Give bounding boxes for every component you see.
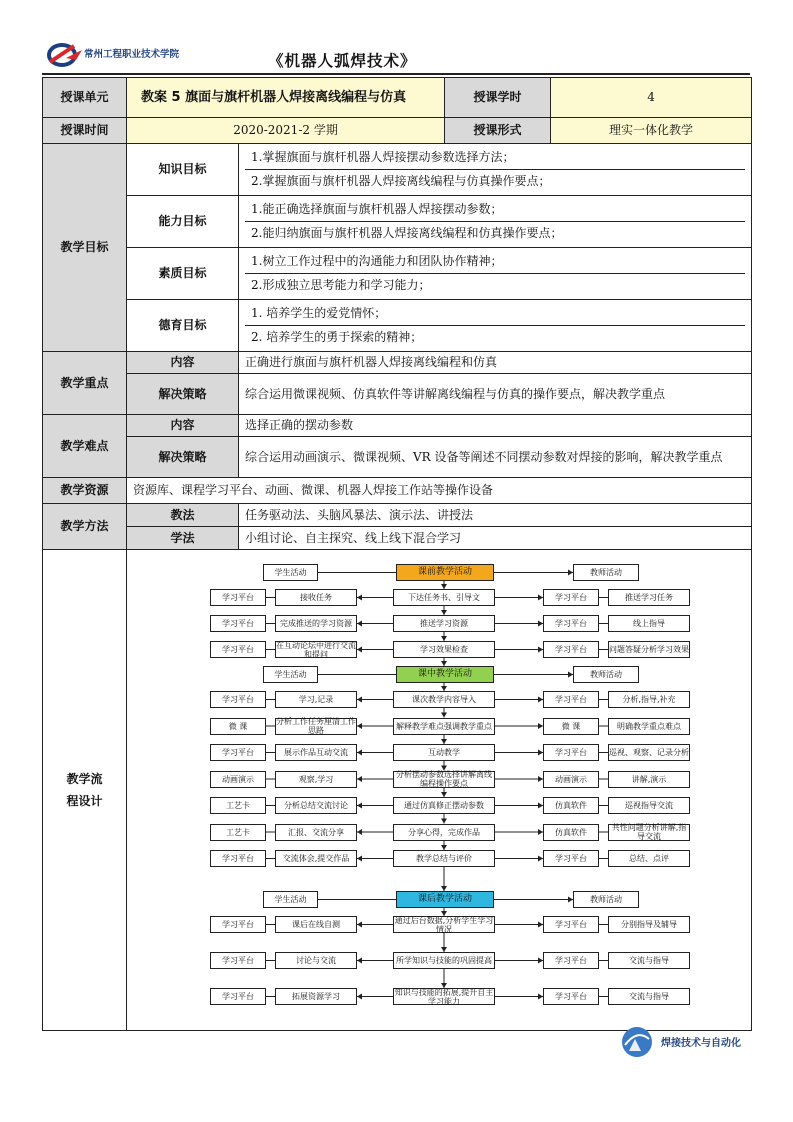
teaching-step: 教学总结与评价 (393, 850, 495, 867)
student-activity: 在互动论坛中进行交流和提问 (276, 640, 356, 659)
row-unit (43, 78, 752, 118)
arrow-head-icon (357, 750, 362, 756)
key-content-row (43, 352, 752, 374)
school-name: 常州工程职业技术学院 (84, 49, 180, 60)
arrow-head-icon (357, 856, 362, 862)
student-activity: 展示作品互动交流 (275, 744, 357, 761)
teacher-tool: 学习平台 (543, 952, 599, 969)
student-activity: 分析总结交流讨论 (275, 797, 357, 814)
teacher-tool: 学习平台 (543, 691, 599, 708)
goal-line: 2.形成独立思考能力和学习能力； (245, 273, 745, 297)
phase-title-mid: 课中教学活动 (396, 666, 494, 683)
arrow-head-icon (357, 776, 362, 782)
student-tool: 学习平台 (210, 916, 266, 933)
goal-lines (239, 144, 752, 196)
lesson-plan-table (42, 77, 752, 1031)
key-strategy-row (43, 374, 752, 415)
difficult-strategy: 综合运用动画演示、微课视频、VR 设备等阐述不同摆动参数对焊接的影响，解决教学重点 (239, 437, 752, 478)
teacher-tool: 学习平台 (543, 589, 599, 606)
teach-value: 任务驱动法、头脑风暴法、演示法、讲授法 (239, 504, 752, 527)
arrow-head-icon (357, 595, 362, 601)
goals-label: 教学目标 (43, 144, 127, 352)
teacher-tool: 动画演示 (543, 771, 599, 788)
resources-value: 资源库、课程学习平台、动画、微课、机器人焊接工作站等操作设备 (127, 478, 752, 504)
student-activity-header: 学生活动 (263, 564, 318, 581)
teacher-activity: 总结、点评 (608, 850, 690, 867)
student-activity: 课后在线自测 (275, 916, 357, 933)
student-tool: 工艺卡 (210, 824, 266, 841)
unit-label: 授课单元 (43, 78, 127, 118)
student-activity: 交流体会,提交作品 (275, 850, 357, 867)
student-tool: 学习平台 (210, 988, 266, 1005)
teach-label: 教法 (127, 504, 239, 527)
key-content-label: 内容 (127, 352, 239, 374)
teacher-activity: 交流与指导 (608, 988, 690, 1005)
difficult-content: 选择正确的摆动参数 (239, 415, 752, 437)
hours-value: 4 (551, 78, 752, 118)
student-tool: 学习平台 (210, 641, 266, 658)
teaching-step: 所学知识与技能的巩固提高 (393, 952, 495, 969)
teaching-flowchart (133, 552, 752, 1028)
student-activity-header: 学生活动 (263, 891, 318, 908)
teaching-step: 下达任务书、引导文 (393, 589, 495, 606)
header-rule (42, 73, 750, 75)
teacher-activity-header: 教师活动 (573, 564, 639, 581)
teacher-activity-header: 教师活动 (573, 891, 639, 908)
student-activity: 汇报、交流分享 (275, 824, 357, 841)
teacher-activity: 巡视、观察、记录分析 (608, 744, 690, 761)
student-tool: 动画演示 (210, 771, 266, 788)
teacher-activity: 问题答疑分析学习效果 (608, 641, 690, 658)
unit-value: 教案 5 旗面与旗杆机器人焊接离线编程与仿真 (127, 78, 445, 118)
arrow-head-icon (357, 697, 362, 703)
goal-row-knowledge (43, 144, 752, 196)
teaching-step: 通过后台数据,分析学生学习情况 (394, 915, 494, 934)
goal-name: 知识目标 (127, 144, 239, 196)
teacher-tool: 微 课 (543, 718, 599, 735)
method-teach-row (43, 504, 752, 527)
arrow-head-icon (357, 829, 362, 835)
learn-label: 学法 (127, 527, 239, 550)
teaching-step: 解释教学难点强调教学重点 (393, 718, 495, 735)
teacher-activity: 推送学习任务 (608, 589, 690, 606)
teaching-step: 学习效果检查 (393, 641, 495, 658)
student-tool: 学习平台 (210, 744, 266, 761)
goal-line: 2. 培养学生的勇于探索的精神； (245, 325, 745, 349)
student-activity: 完成推送的学习资源 (275, 615, 357, 632)
goal-lines (239, 196, 752, 248)
difficult-strategy-label: 解决策略 (127, 437, 239, 478)
teacher-tool: 学习平台 (543, 744, 599, 761)
key-strategy-label: 解决策略 (127, 374, 239, 415)
arrow-head-icon (357, 647, 362, 653)
time-label: 授课时间 (43, 118, 127, 144)
teaching-step: 分享心得，完成作品 (393, 824, 495, 841)
teaching-step: 互动教学 (393, 744, 495, 761)
student-activity: 接收任务 (275, 589, 357, 606)
student-tool: 学习平台 (210, 850, 266, 867)
hours-label: 授课学时 (445, 78, 551, 118)
teacher-tool: 学习平台 (543, 615, 599, 632)
form-label: 授课形式 (445, 118, 551, 144)
student-tool: 学习平台 (210, 615, 266, 632)
row-time (43, 118, 752, 144)
goal-lines (239, 300, 752, 352)
phase-title-pre: 课前教学活动 (396, 564, 494, 581)
teacher-tool: 学习平台 (543, 916, 599, 933)
teacher-tool: 仿真软件 (543, 824, 599, 841)
goal-line: 1.能正确选择旗面与旗杆机器人焊接摆动参数； (251, 202, 503, 216)
key-points-label: 教学重点 (43, 352, 127, 415)
teacher-activity: 线上指导 (608, 615, 690, 632)
learn-value: 小组讨论、自主探究、线上线下混合学习 (239, 527, 752, 550)
form-value: 理实一体化教学 (551, 118, 752, 144)
student-activity: 学习,记录 (275, 691, 357, 708)
teaching-step: 分析摆动参数选择讲解离线编程操作要点 (393, 771, 495, 788)
key-strategy: 综合运用微课视频、仿真软件等讲解离线编程与仿真的操作要点，解决教学重点 (239, 374, 752, 415)
goal-row-moral (43, 300, 752, 352)
goal-line: 1. 培养学生的爱党情怀； (251, 306, 387, 320)
goal-row-ability (43, 196, 752, 248)
teacher-tool: 仿真软件 (543, 797, 599, 814)
difficult-points-label: 教学难点 (43, 415, 127, 478)
flow-cell (127, 550, 752, 1031)
student-tool: 学习平台 (210, 589, 266, 606)
goal-row-quality (43, 248, 752, 300)
arrow-head-icon (357, 723, 362, 729)
teacher-activity: 共性问题分析讲解,指导交流 (608, 824, 690, 841)
student-tool: 微 课 (210, 718, 266, 735)
student-tool: 学习平台 (210, 952, 266, 969)
teacher-activity: 分别指导及辅导 (608, 916, 690, 933)
arrow-head-icon (357, 958, 362, 964)
teacher-activity: 分析,指导,补充 (608, 691, 690, 708)
time-value: 2020-2021-2 学期 (127, 118, 445, 144)
goal-line: 2.掌握旗面与旗杆机器人焊接离线编程与仿真操作要点； (245, 169, 745, 193)
arrow-head-icon (357, 922, 362, 928)
difficult-strategy-row (43, 437, 752, 478)
flow-row (43, 550, 752, 1031)
student-activity-header: 学生活动 (263, 666, 318, 683)
welding-globe-icon (619, 1025, 655, 1059)
footer-major: 焊接技术与自动化 (661, 1038, 741, 1049)
teacher-activity: 讲解,演示 (608, 771, 690, 788)
teaching-step: 课次教学内容导入 (393, 691, 495, 708)
student-activity: 观察,学习 (275, 771, 357, 788)
resources-row (43, 478, 752, 504)
resources-label: 教学资源 (43, 478, 127, 504)
teacher-tool: 学习平台 (543, 988, 599, 1005)
goal-line: 2.能归纳旗面与旗杆机器人焊接离线编程和仿真操作要点； (245, 221, 745, 245)
teacher-activity: 巡视指导交流 (608, 797, 690, 814)
student-activity: 讨论与交流 (275, 952, 357, 969)
key-content: 正确进行旗面与旗杆机器人焊接离线编程和仿真 (239, 352, 752, 374)
phase-title-post: 课后教学活动 (396, 891, 494, 908)
goal-name: 能力目标 (127, 196, 239, 248)
document-title: 《机器人弧焊技术》 (268, 52, 417, 70)
student-activity: 分析工作任务厘清工作思路 (276, 717, 356, 735)
student-tool: 学习平台 (210, 691, 266, 708)
arrow-head-icon (357, 621, 362, 627)
teacher-activity: 交流与指导 (608, 952, 690, 969)
goal-name: 德育目标 (127, 300, 239, 352)
difficult-content-row (43, 415, 752, 437)
teaching-step: 推送学习资源 (393, 615, 495, 632)
teacher-activity-header: 教师活动 (573, 666, 639, 683)
flow-label: 教学流程设计 (43, 550, 127, 1031)
teacher-activity: 明确教学重点难点 (608, 718, 690, 735)
arrow-head-icon (357, 803, 362, 809)
teaching-step: 通过仿真修正摆动参数 (393, 797, 495, 814)
teacher-tool: 学习平台 (543, 641, 599, 658)
goal-line: 1.掌握旗面与旗杆机器人焊接摆动参数选择方法； (251, 150, 515, 164)
arrow-head-icon (357, 994, 362, 1000)
difficult-content-label: 内容 (127, 415, 239, 437)
goal-name: 素质目标 (127, 248, 239, 300)
methods-label: 教学方法 (43, 504, 127, 550)
student-activity: 拓展资源学习 (275, 988, 357, 1005)
goal-lines (239, 248, 752, 300)
teacher-tool: 学习平台 (543, 850, 599, 867)
goal-line: 1.树立工作过程中的沟通能力和团队协作精神； (251, 254, 503, 268)
teaching-step: 知识与技能的拓展,提升自主学习能力 (394, 987, 494, 1006)
student-tool: 工艺卡 (210, 797, 266, 814)
method-learn-row (43, 527, 752, 550)
